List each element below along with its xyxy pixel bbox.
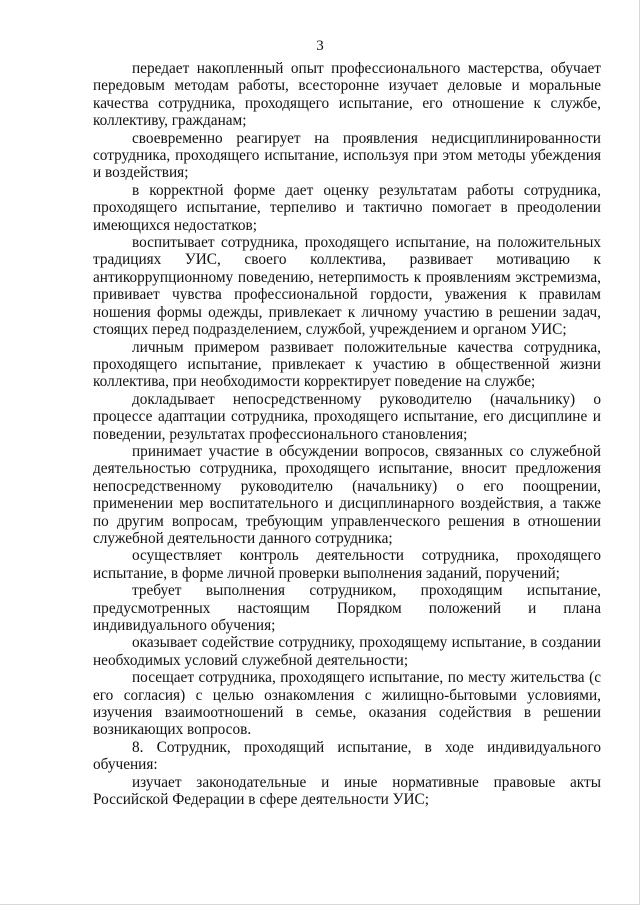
paragraph: личным примером развивает положительные качества сотрудника, проходящего испытание, привлекает к участию в общественной жизни коллектива, при необходимости корректирует поведение на службе; xyxy=(93,338,601,391)
document-body xyxy=(93,60,601,808)
paragraph: изучает законодательные и иные нормативные правовые акты Российской Федерации в сфере деятельности УИС; xyxy=(93,773,601,809)
paragraph: докладывает непосредственному руководителю (начальнику) о процессе адаптации сотрудника, проходящего испытание, его дисциплине и поведении, результатах профессионального становления; xyxy=(93,390,601,443)
paragraph: осуществляет контроль деятельности сотрудника, проходящего испытание, в форме личной проверки выполнения заданий, поручений; xyxy=(93,547,601,582)
section-item-8: 8. Сотрудник, проходящий испытание, в ходе индивидуального обучения: xyxy=(93,738,601,774)
paragraph: воспитывает сотрудника, проходящего испытание, на положительных традициях УИС, своего коллектива, развивает мотивацию к антикоррупционному поведению, нетерпимость к проявлениям экстремизма, прививает чувства профессиональной гордости, уважения к правилам ношения формы одежды, привлекает к личному участию в решении задач, стоящих перед подразделением, службой, учреждением и органом УИС; xyxy=(93,234,601,339)
paragraph: оказывает содействие сотруднику, проходящему испытание, в создании необходимых условий служебной деятельности; xyxy=(93,634,601,669)
paragraph: требует выполнения сотрудником, проходящим испытание, предусмотренных настоящим Порядком положений и плана индивидуального обучения; xyxy=(93,582,601,634)
paragraph: своевременно реагирует на проявления недисциплинированности сотрудника, проходящего испытание, используя при этом методы убеждения и воздействия; xyxy=(93,129,601,182)
paragraph: принимает участие в обсуждении вопросов, связанных со служебной деятельностью сотрудника, проходящего испытание, вносит предложения непосредственному руководителю (начальнику) о его поощрении, применении мер воспитательного и дисциплинарного воздействия, а также по другим вопросам, требующим управленческого решения в отношении служебной деятельности данного сотрудника; xyxy=(93,442,601,547)
page-number: 3 xyxy=(316,38,324,54)
paragraph: посещает сотрудника, проходящего испытание, по месту жительства (с его согласия) с целью ознакомления с жилищно-бытовыми условиями, изучения взаимоотношений в семье, оказания содействия в решении возникающих вопросов. xyxy=(93,669,601,739)
paragraph: передает накопленный опыт профессионального мастерства, обучает передовым методам работы, всесторонне изучает деловые и моральные качества сотрудника, проходящего испытание, его отношение к службе, коллективу, гражданам; xyxy=(93,60,601,130)
paragraph: в корректной форме дает оценку результатам работы сотрудника, проходящего испытание, терпеливо и тактично помогает в преодолении имеющихся недостатков; xyxy=(93,181,601,234)
